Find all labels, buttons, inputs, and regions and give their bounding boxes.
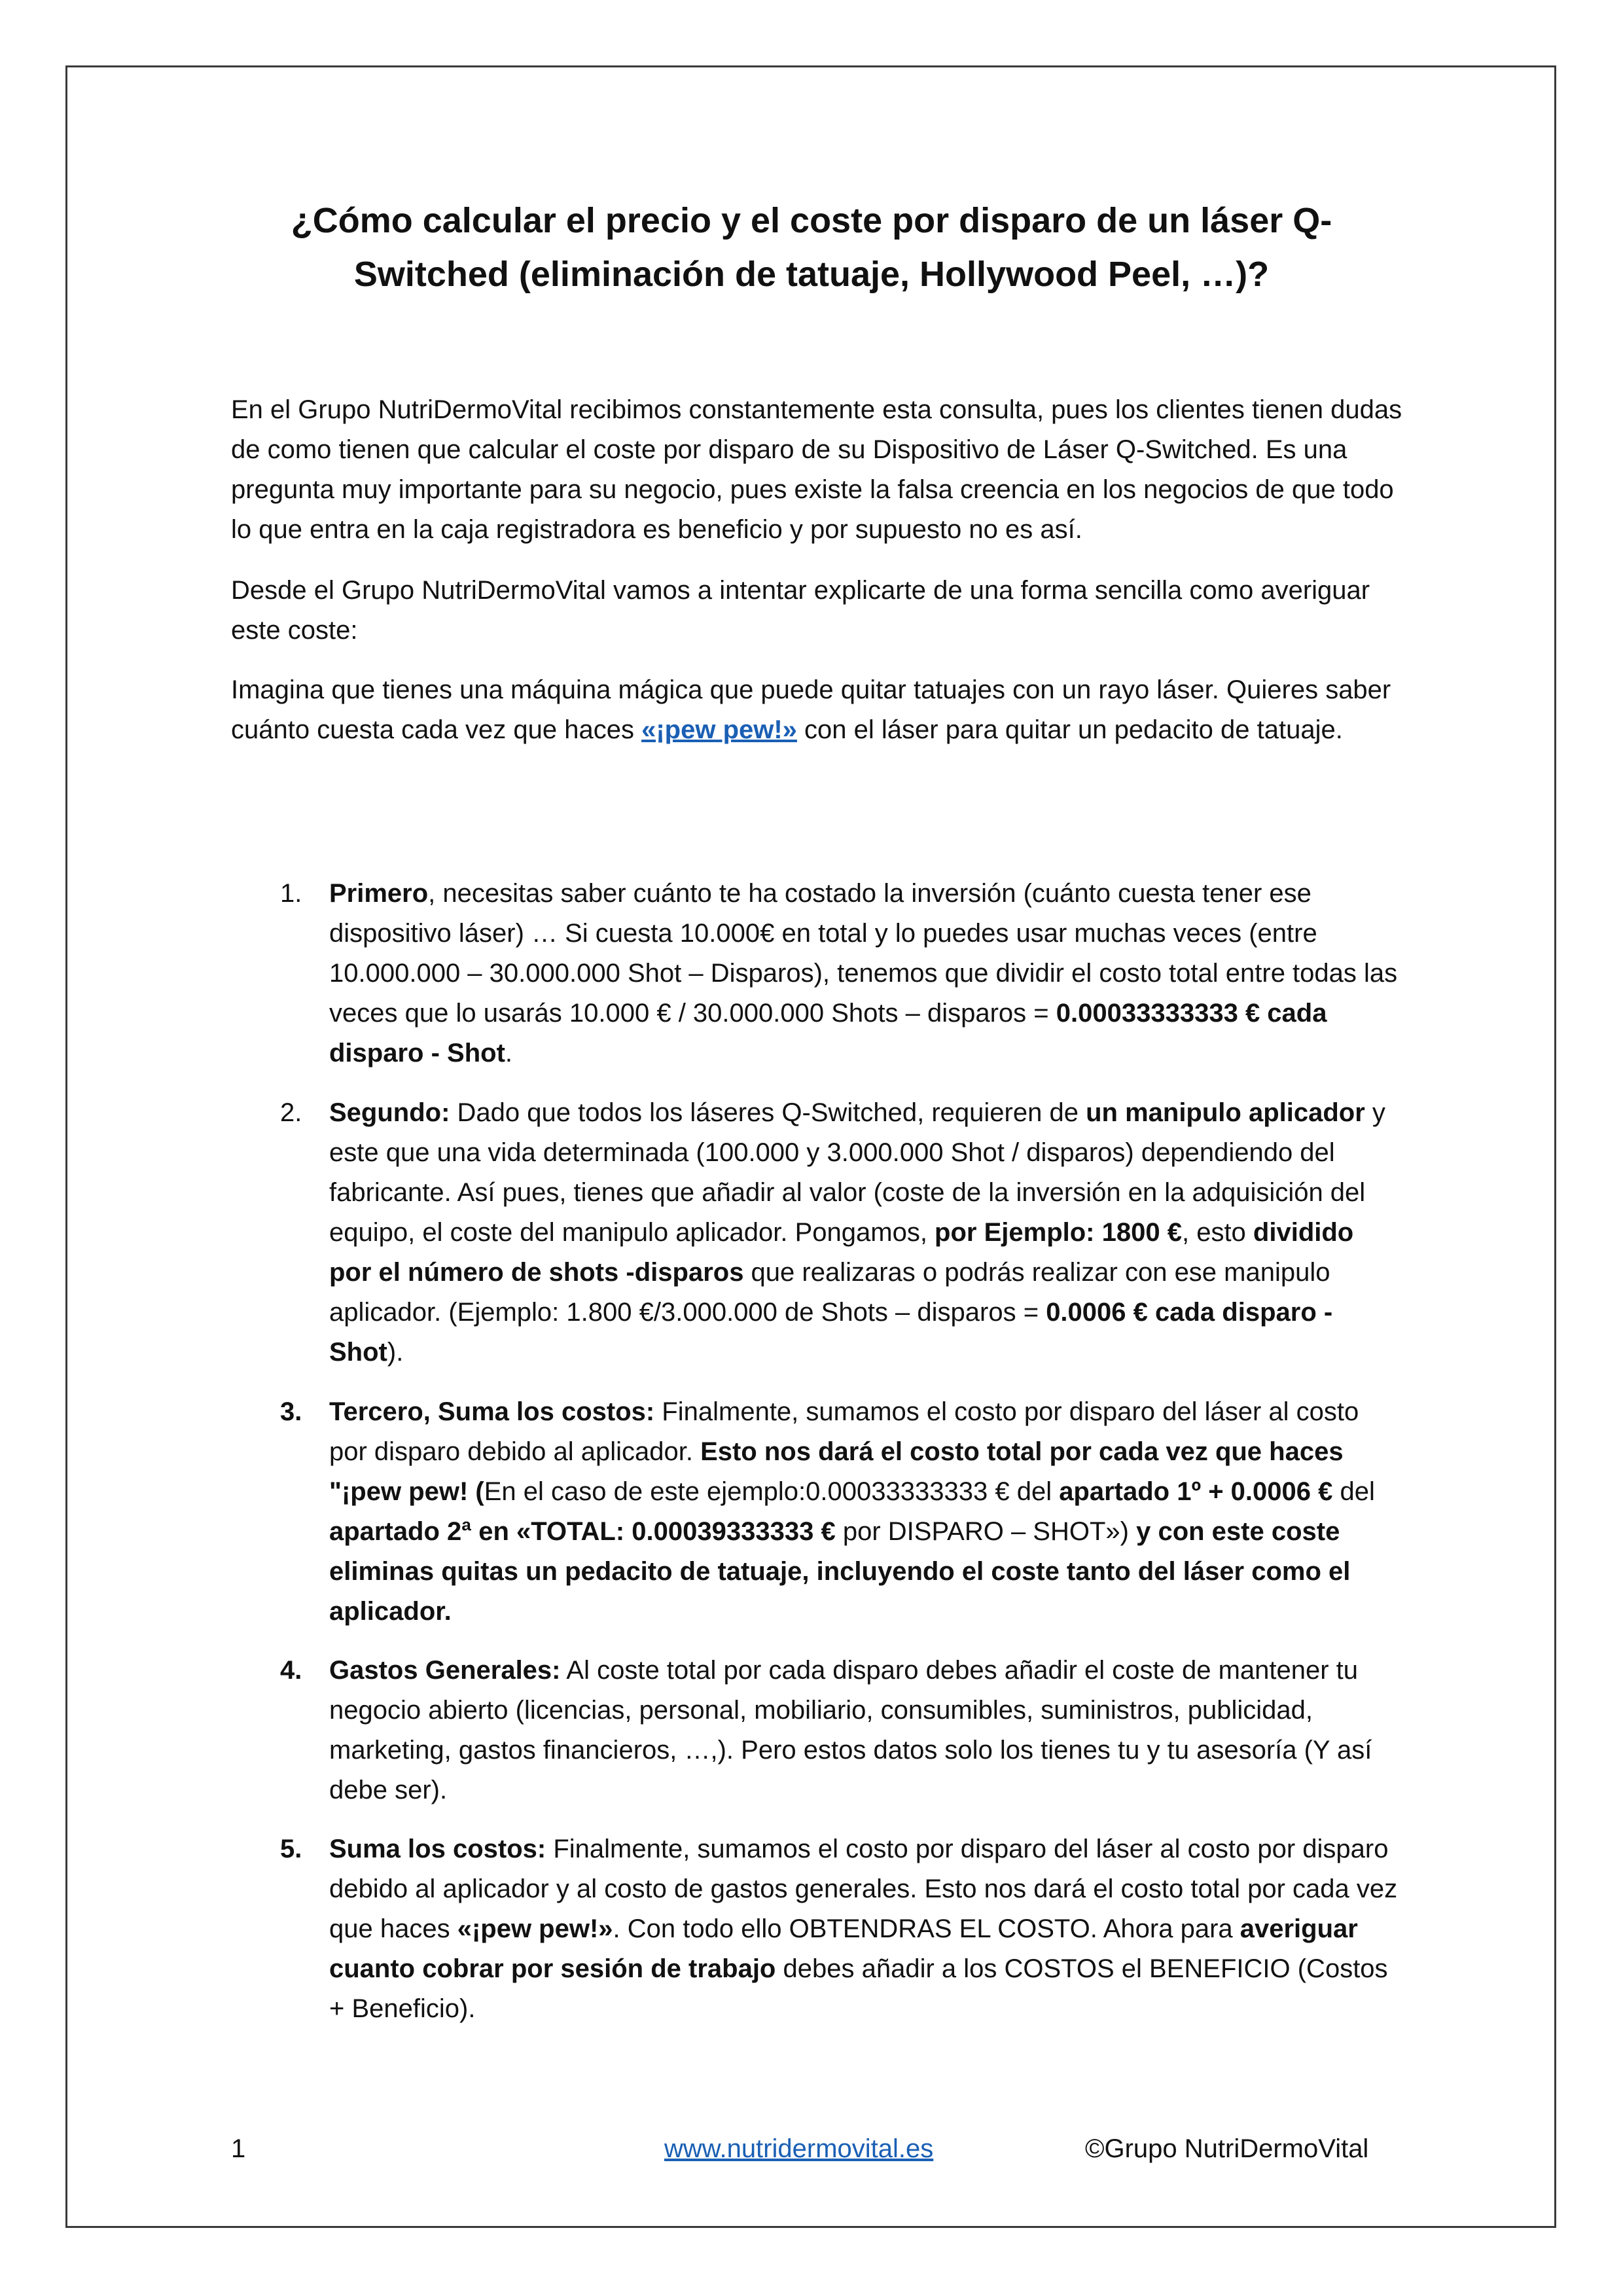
list-4-lead: Gastos Generales:: [329, 1656, 561, 1685]
list-2-bold-d: dividido por el número de shots -disparos: [329, 1218, 1354, 1287]
list-4-body: Al coste total por cada disparo debes añadir el coste de mantener tu negocio abierto (licencias, personal, mobiliario, consumibles, suministros, publicidad, marketing, gastos financieros, …,). Pero estos datos solo los tienes tu y tu asesoría (Y así debe ser).: [329, 1656, 1372, 1804]
list-5-lead: Suma los costos:: [329, 1835, 546, 1863]
list-text-2: [329, 1093, 1402, 1372]
list-2-body-c: , esto: [1181, 1218, 1253, 1247]
website-link[interactable]: www.nutridermovital.es: [664, 2134, 934, 2163]
list-5-body-c: debes añadir a los COSTOS el BENEFICIO (Costos + Beneficio).: [329, 1954, 1388, 2023]
list-text-4: [329, 1651, 1402, 1810]
list-5-body-a: Finalmente, sumamos el costo por disparo del láser al costo por disparo debido al aplicador y al costo de gastos generales. Esto nos dará el costo total por cada vez que haces: [329, 1835, 1398, 1943]
list-3-bold-e: y con este coste eliminas quitas un pedacito de tatuaje, incluyendo el coste tanto del láser como el aplicador.: [329, 1517, 1351, 1626]
list-5-bold-b: «¡pew pew!»: [457, 1914, 613, 1943]
list-number-1: 1.: [280, 879, 302, 908]
list-2-body-b: y este que una vida determinada (100.000 y 3.000.000 Shot / disparos) dependiendo del fabricante. Así pues, tienes que añadir al valor (coste de la inversión en la adquisición del equipo, el coste del manipulo aplicador. Pongamos,: [329, 1098, 1385, 1247]
list-number-3: 3.: [280, 1397, 302, 1426]
list-2-bold-b: un manipulo aplicador: [1086, 1098, 1365, 1127]
intro-paragraph-2: Desde el Grupo NutriDermoVital vamos a intentar explicarte de una forma sencilla como averiguar este coste:: [231, 576, 1370, 645]
list-text-5: [329, 1829, 1402, 2029]
list-3-lead: Tercero, Suma los costos:: [329, 1397, 655, 1426]
pew-pew-link[interactable]: «¡pew pew!»: [641, 715, 797, 744]
list-3-body-a: Finalmente, sumamos el costo por disparo del láser al costo por disparo debido al aplicador.: [329, 1397, 1359, 1466]
page-number: 1: [231, 2134, 246, 2163]
list-3-body-b: En el caso de este ejemplo:0.00033333333 € del: [484, 1477, 1060, 1506]
list-3-body-c: del: [1332, 1477, 1375, 1506]
page-title: ¿Cómo calcular el precio y el coste por disparo de un láser Q-Switched (eliminación de tatuaje, Hollywood Peel, …)?: [291, 201, 1332, 294]
intro-paragraph-3: [231, 670, 1402, 750]
list-5-body-b: . Con todo ello OBTENDRAS EL COSTO. Ahora para: [613, 1914, 1240, 1943]
list-1-lead: Primero: [329, 879, 429, 908]
intro-paragraph-3-text-a: Imagina que tienes una máquina mágica que puede quitar tatuajes con un rayo láser. Quieres saber cuánto cuesta cada vez que haces: [231, 675, 1391, 744]
list-number-4: 4.: [280, 1656, 302, 1685]
list-text-1: [329, 874, 1402, 1073]
list-2-body-e: ).: [387, 1338, 404, 1367]
copyright-text: ©Grupo NutriDermoVital: [1085, 2134, 1369, 2163]
list-5-bold-c: averiguar cuanto cobrar por sesión de trabajo: [329, 1914, 1358, 1983]
list-2-body-a: Dado que todos los láseres Q-Switched, requieren de: [450, 1098, 1086, 1127]
list-2-body-d: que realizaras o podrás realizar con ese manipulo aplicador. (Ejemplo: 1.800 €/3.000.000 de Shots – disparos =: [329, 1258, 1330, 1327]
list-2-bold-e: 0.0006 € cada disparo - Shot: [329, 1298, 1333, 1367]
list-1-result: 0.00033333333 € cada disparo - Shot: [329, 999, 1327, 1067]
list-2-bold-c: por Ejemplo: 1800 €: [935, 1218, 1182, 1247]
list-3-bold-c: apartado 1º + 0.0006 €: [1059, 1477, 1333, 1506]
list-1-body: , necesitas saber cuánto te ha costado la inversión (cuánto cuesta tener ese dispositivo láser) … Si cuesta 10.000€ en total y lo puedes usar muchas veces (entre 10.000.000 – 30.000.000 Shot – Disparos), tenemos que dividir el costo total entre todas las veces que lo usarás 10.000 € / 30.000.000 Shots – disparos =: [329, 879, 1398, 1028]
list-3-bold-d: apartado 2ª en «TOTAL: 0.00039333333 €: [329, 1517, 836, 1546]
list-text-3: [329, 1392, 1402, 1632]
list-number-2: 2.: [280, 1098, 302, 1127]
list-3-bold-b: Esto nos dará el costo total por cada vez que haces "¡pew pew! (: [329, 1437, 1344, 1506]
intro-paragraph-3-text-b: con el láser para quitar un pedacito de tatuaje.: [796, 715, 1343, 744]
intro-paragraph-1: En el Grupo NutriDermoVital recibimos constantemente esta consulta, pues los clientes tienen dudas de como tienen que calcular el coste por disparo de su Dispositivo de Láser Q-Switched. Es una pregunta muy importante para su negocio, pues existe la falsa creencia en los negocios de que todo lo que entra en la caja registradora es beneficio y por supuesto no es así.: [231, 395, 1402, 544]
list-1-end: .: [505, 1039, 513, 1067]
list-number-5: 5.: [280, 1835, 302, 1863]
list-3-body-d: por DISPARO – SHOT»): [835, 1517, 1137, 1546]
list-2-lead: Segundo:: [329, 1098, 450, 1127]
